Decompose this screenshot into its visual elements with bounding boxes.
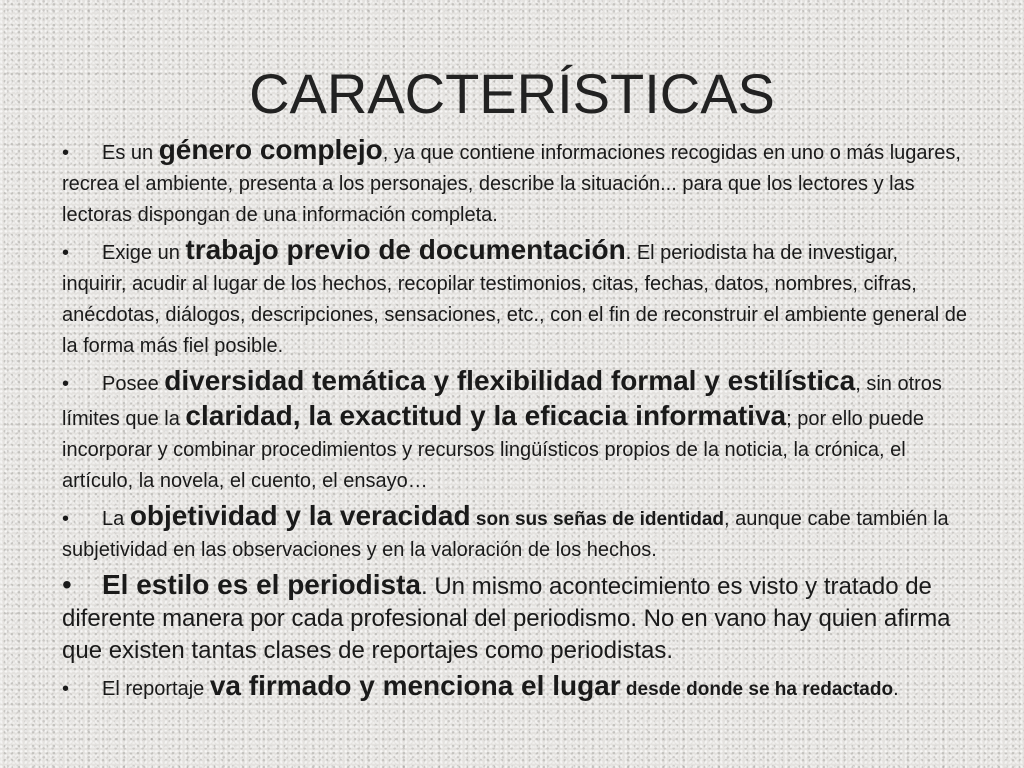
text-segment: El reportaje: [102, 678, 210, 700]
bullet: •: [62, 678, 70, 700]
text-segment: .: [893, 678, 899, 700]
text-segment: , aunque cabe también la subjetividad en las observaciones y en la valoración de los hechos.: [62, 508, 949, 561]
paragraph-diversity: [62, 365, 967, 497]
slide-content: [62, 134, 967, 708]
highlight-segment: diversidad temática y flexibilidad formal y estilística: [164, 365, 856, 396]
highlight-segment: claridad, la exactitud y la eficacia informativa: [185, 400, 787, 431]
bullet: •: [62, 242, 70, 264]
bullet: •: [62, 373, 70, 395]
highlight-segment: objetividad y la veracidad: [129, 500, 471, 531]
text-segment: Exige un: [102, 242, 186, 264]
paragraph-documentation: [62, 234, 967, 362]
text-segment: , sin otros límites que la: [62, 373, 942, 430]
paragraph-signature: [62, 670, 967, 705]
highlight-segment: va firmado y menciona el lugar: [209, 670, 621, 701]
highlight-segment: desde donde se ha redactado: [620, 679, 894, 700]
paragraph-style: [62, 569, 967, 667]
paragraph-genre: [62, 134, 967, 231]
bullet: •: [62, 508, 70, 530]
highlight-segment: trabajo previo de documentación: [185, 234, 626, 265]
highlight-segment: El estilo es el periodista: [102, 569, 422, 600]
bullet: •: [62, 569, 72, 600]
text-segment: . El periodista ha de investigar, inquirir, acudir al lugar de los hechos, recopilar testimonios, citas, fechas, datos, nombres, cifras, anécdotas, diálogos, descripciones, sensaciones, etc., con el fin de reconstruir el ambiente general de la forma más fiel posible.: [62, 242, 967, 357]
slide-title: CARACTERÍSTICAS: [249, 62, 775, 125]
text-segment: ; por ello puede incorporar y combinar procedimientos y recursos lingüísticos propios de la noticia, la crónica, el artículo, la novela, el cuento, el ensayo…: [62, 408, 924, 492]
bullet: •: [62, 142, 70, 164]
text-segment: , ya que contiene informaciones recogidas en uno o más lugares, recrea el ambiente, presenta a los personajes, describe la situación... para que los lectores y las lectoras dispongan de una información completa.: [62, 142, 961, 226]
highlight-segment: son sus señas de identidad: [470, 509, 725, 530]
text-segment: Posee: [102, 373, 165, 395]
paragraph-objectivity: [62, 500, 967, 566]
highlight-segment: género complejo: [158, 134, 383, 165]
text-segment: Es un: [102, 142, 159, 164]
text-segment: La: [102, 508, 130, 530]
text-segment: . Un mismo acontecimiento es visto y tratado de diferente manera por cada profesional del periodismo. No en vano hay quien afirma que existen tantas clases de reportajes como periodistas.: [62, 573, 951, 664]
